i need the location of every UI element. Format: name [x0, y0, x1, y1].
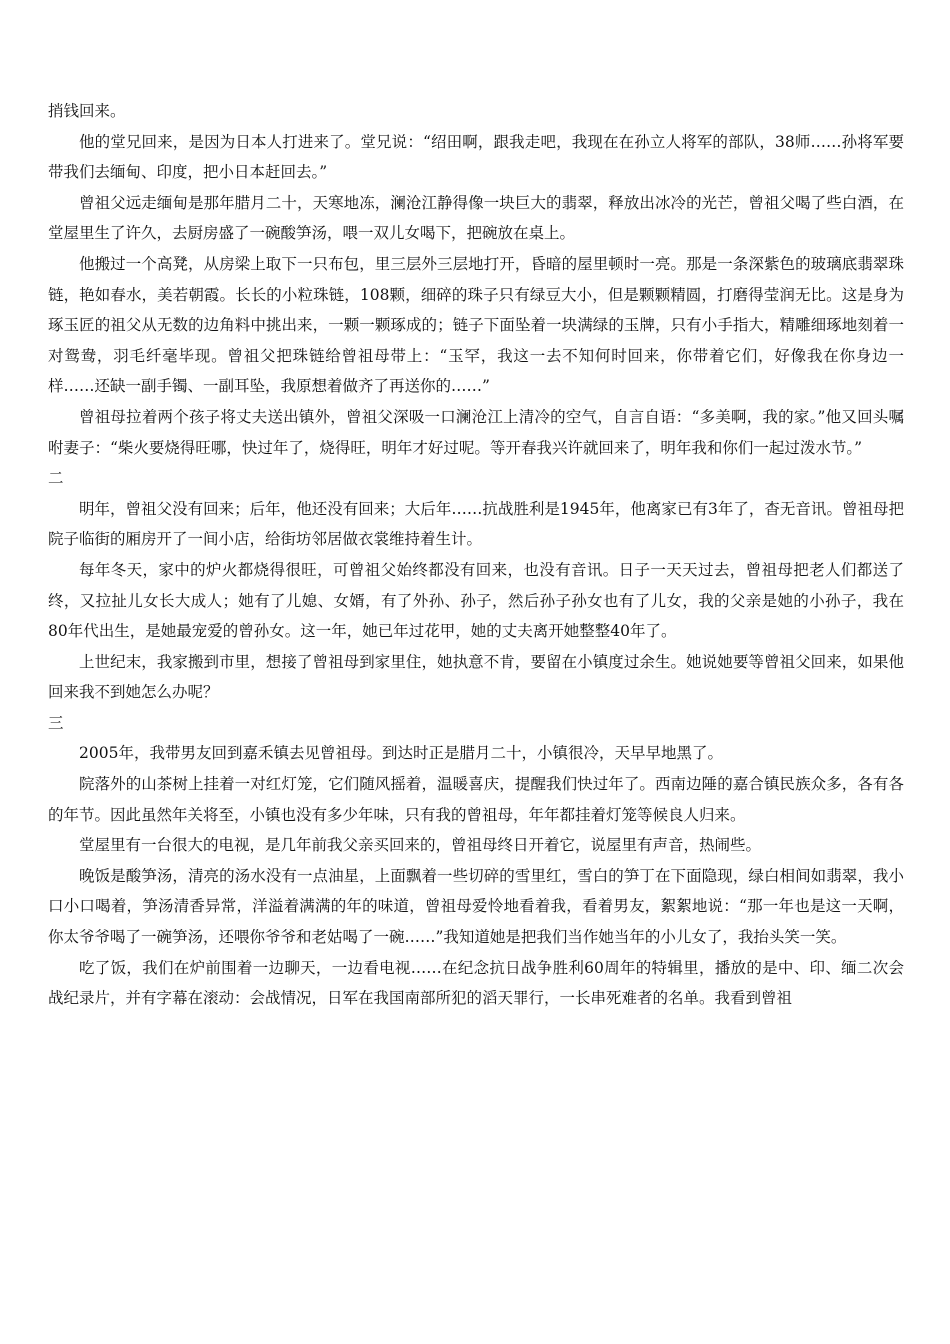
paragraph: 堂屋里有一台很大的电视，是几年前我父亲买回来的，曾祖母终日开着它，说屋里有声音，热闹些。: [79, 836, 762, 855]
paragraph: 院落外的山茶树上挂着一对红灯笼，它们随风摇着，温暖喜庆，提醒我们快过年了。西南边陲的嘉合镇民族众多，各有各的年节。因此虽然年关将至，小镇也没有多少年味，只有我的曾祖母，年年都挂着灯笼等候良人归来。: [48, 775, 904, 824]
paragraph: 每年冬天，家中的炉火都烧得很旺，可曾祖父始终都没有回来，也没有音讯。日子一天天过去，曾祖母把老人们都送了终，又拉扯儿女长大成人；她有了儿媳、女婿，有了外孙、孙子，然后孙子孙女也有了儿女，我的父亲是她的小孙子，我在80年代出生，是她最宠爱的曾孙女。这一年，她已年过花甲，她的丈夫离开她整整40年了。: [48, 560, 904, 641]
section-number: 三: [48, 713, 64, 732]
paragraph: 晚饭是酸笋汤，清亮的汤水没有一点油星，上面飘着一些切碎的雪里红，雪白的笋丁在下面隐现，绿白相间如翡翠，我小口小口喝着，笋汤清香异常，洋溢着满满的年的味道，曾祖母爱怜地看着我，看着男友，絮絮地说：“那一年也是这一天啊，你太爷爷喝了一碗笋汤，还喂你爷爷和老姑喝了一碗……”我知道她是把我们当作她当年的小儿女了，我抬头笑一笑。: [48, 866, 904, 947]
document-body: [48, 96, 904, 1014]
paragraph-continuation: 捎钱回来。: [48, 102, 126, 120]
paragraph: 他的堂兄回来，是因为日本人打进来了。堂兄说：“绍田啊，跟我走吧，我现在在孙立人将军的部队，38师……孙将军要带我们去缅甸、印度，把小日本赶回去。”: [48, 132, 904, 182]
paragraph: 吃了饭，我们在炉前围着一边聊天，一边看电视……在纪念抗日战争胜利60周年的特辑里，播放的是中、印、缅二次会战纪录片，并有字幕在滚动：会战情况，日军在我国南部所犯的滔天罪行，一长串死难者的名单。我看到曾祖: [48, 958, 904, 1008]
paragraph: 曾祖母拉着两个孩子将丈夫送出镇外，曾祖父深吸一口澜沧江上清冷的空气，自言自语：“多美啊，我的家。”他又回头嘱咐妻子：“柴火要烧得旺哪，快过年了，烧得旺，明年才好过呢。等开春我兴许就回来了，明年我和你们一起过泼水节。”: [48, 407, 904, 457]
paragraph: 曾祖父远走缅甸是那年腊月二十，天寒地冻，澜沧江静得像一块巨大的翡翠，释放出冰冷的光芒，曾祖父喝了些白酒，在堂屋里生了许久，去厨房盛了一碗酸笋汤，喂一双儿女喝下，把碗放在桌上。: [48, 193, 904, 243]
paragraph: 上世纪末，我家搬到市里，想接了曾祖母到家里住，她执意不肯，要留在小镇度过余生。她说她要等曾祖父回来，如果他回来我不到她怎么办呢？: [48, 652, 904, 702]
paragraph: 2005年，我带男友回到嘉禾镇去见曾祖母。到达时正是腊月二十，小镇很冷，天早早地黑了。: [79, 744, 723, 763]
paragraph: 明年，曾祖父没有回来；后年，他还没有回来；大后年……抗战胜利是1945年，他离家已有3年了，杳无音讯。曾祖母把院子临街的厢房开了一间小店，给街坊邻居做衣裳维持着生计。: [48, 499, 904, 549]
section-number: 二: [48, 469, 64, 488]
paragraph: 他搬过一个高凳，从房梁上取下一只布包，里三层外三层地打开，昏暗的屋里顿时一亮。那是一条深紫色的玻璃底翡翠珠链，艳如春水，美若朝霞。长长的小粒珠链，108颗，细碎的珠子只有绿豆大小，但是颗颗精圆，打磨得莹润无比。这是身为琢玉匠的祖父从无数的边角料中挑出来，一颗一颗琢成的；链子下面坠着一块满绿的玉牌，只有小手指大，精雕细琢地刻着一对鸳鸯，羽毛纤毫毕现。曾祖父把珠链给曾祖母带上：“玉罕，我这一去不知何时回来，你带着它们，好像我在你身边一样……还缺一副手镯、一副耳坠，我原想着做齐了再送你的……”: [48, 254, 904, 396]
